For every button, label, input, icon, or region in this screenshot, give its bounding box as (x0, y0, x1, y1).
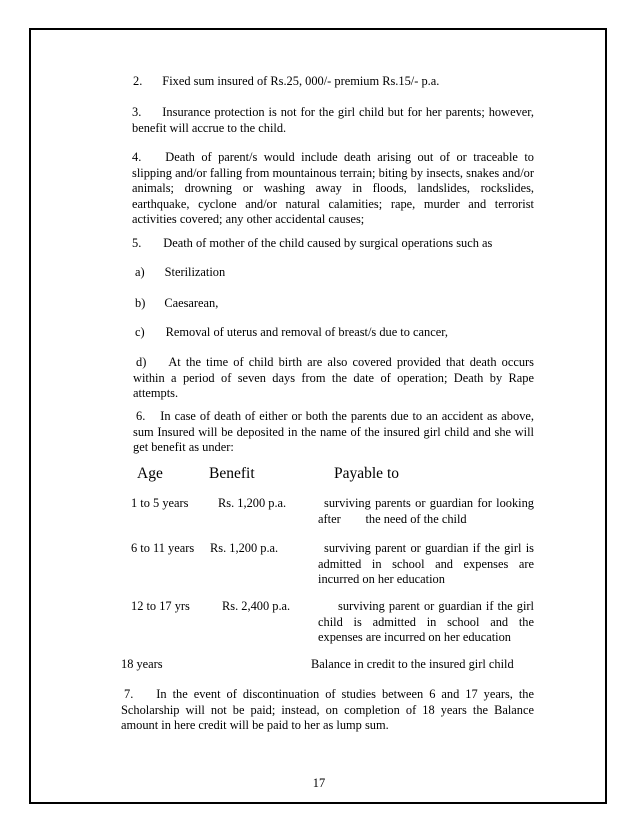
item-b (135, 296, 218, 312)
item-4-number: 4. (132, 150, 142, 164)
table-row-3-benefit: Rs. 2,400 p.a. (222, 599, 291, 613)
header-age: Age (137, 465, 163, 482)
item-6 (133, 409, 534, 456)
item-d-label: d) (136, 355, 147, 369)
item-a (135, 265, 225, 281)
table-row-3-age: 12 to 17 yrs (131, 599, 190, 613)
item-3-text: Insurance protection is not for the girl child but for her parents; however, benefit will accrue to the child. (132, 105, 534, 135)
table-last-age: 18 years (121, 657, 163, 671)
item-2-text: Fixed sum insured of Rs.25, 000/- premium Rs.15/- p.a. (162, 74, 440, 88)
item-7-number: 7. (124, 687, 134, 701)
item-4 (132, 150, 534, 228)
item-7 (121, 687, 534, 734)
table-row-2-payable: surviving parent or guardian if the girl is admitted in school and expenses are incurred on her education (318, 541, 534, 586)
item-5 (132, 236, 492, 252)
item-c-text: Removal of uterus and removal of breast/s due to cancer, (165, 325, 448, 339)
item-a-label: a) (135, 265, 145, 279)
item-7-text: In the event of discontinuation of studies between 6 and 17 years, the Scholarship will not be paid; instead, on completion of 18 years the Balance amount in here credit will be paid to her as lump sum. (121, 687, 534, 732)
item-3 (132, 105, 534, 136)
table-row-2-age: 6 to 11 years (131, 541, 195, 555)
page-number: 17 (312, 776, 326, 790)
item-c-label: c) (135, 325, 145, 339)
item-d-text: At the time of child birth are also covered provided that death occurs within a period of seven days from the date of operation; Death by Rape attempts. (133, 355, 534, 400)
item-3-number: 3. (132, 105, 142, 119)
table-row-2-benefit: Rs. 1,200 p.a. (210, 541, 279, 555)
table-last-payable: Balance in credit to the insured girl child (311, 657, 514, 671)
item-d (133, 355, 534, 402)
item-2-number: 2. (133, 74, 143, 88)
item-2 (133, 74, 439, 90)
table-row-1-benefit: Rs. 1,200 p.a. (218, 496, 287, 510)
item-6-number: 6. (136, 409, 146, 423)
item-5-number: 5. (132, 236, 142, 250)
table-row-1-age: 1 to 5 years (131, 496, 189, 510)
item-b-text: Caesarean, (164, 296, 219, 310)
item-6-text: In case of death of either or both the parents due to an accident as above, sum Insured will be deposited in the name of the insured girl child and she will get benefit as under: (133, 409, 534, 454)
item-5-text: Death of mother of the child caused by surgical operations such as (163, 236, 493, 250)
item-4-text: Death of parent/s would include death arising out of or traceable to slipping and/or falling from mountainous terrain; biting by insects, snakes and/or animals; drowning or washing away in floods, landslides, rockslides, earthquake, cyclone and/or natural calamities; rape, murder and terrorist activities covered; any other accidental causes; (132, 150, 534, 226)
table-row-1-payable: surviving parents or guardian for looking after the need of the child (318, 496, 538, 526)
table-row-3-payable: surviving parent or guardian if the girl child is admitted in school and the expenses are incurred on her education (318, 599, 534, 644)
header-benefit: Benefit (209, 465, 255, 482)
item-c (135, 325, 448, 341)
header-payable: Payable to (334, 465, 399, 482)
item-b-label: b) (135, 296, 146, 310)
item-a-text: Sterilization (164, 265, 226, 279)
